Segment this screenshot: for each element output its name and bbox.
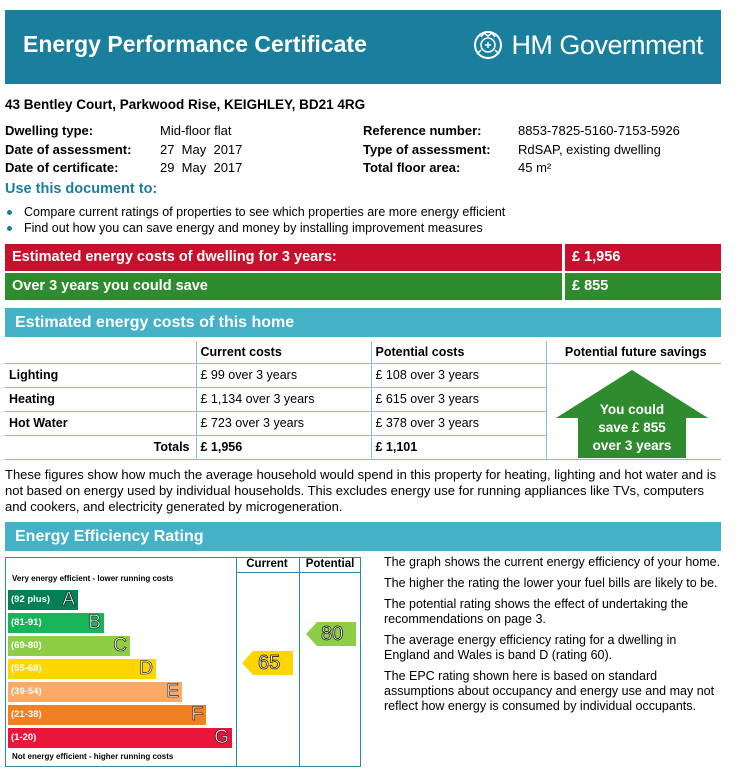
note-paragraph: The higher the rating the lower your fuel bills are likely to be. [384, 576, 718, 590]
band-range: (1-20) [11, 732, 37, 743]
note-paragraph: The potential rating shows the effect of undertaking the recommendations on page 3. [384, 597, 689, 626]
estimated-cost-value: £ 1,956 [565, 244, 721, 271]
rating-band-b [8, 613, 104, 633]
current-rating-value: 65 [258, 652, 281, 674]
date-certificate-label: Date of certificate: [5, 160, 119, 175]
note-paragraph: The EPC rating shown here is based on standard assumptions about occupancy and energy use and may not reflect how energy is consumed by individual occupants. [384, 669, 715, 713]
hm-government-text: HM Government [511, 29, 703, 60]
rating-band-f [8, 705, 206, 725]
divider [299, 557, 300, 767]
band-range: (55-68) [11, 663, 42, 674]
page-title: Energy Performance Certificate [23, 31, 367, 57]
royal-crest-icon [471, 28, 505, 62]
column-potential-heading: Potential [305, 558, 355, 570]
efficiency-notes [384, 555, 724, 720]
band-range: (81-91) [11, 617, 42, 628]
band-letter: A [62, 589, 75, 610]
savings-line-3: over 3 years [592, 438, 672, 453]
savings-bar [5, 273, 721, 300]
table-header-savings: Potential future savings [546, 341, 721, 363]
reference-label: Reference number: [363, 123, 482, 138]
floor-area-value: 45 m² [518, 160, 552, 175]
band-letter: B [88, 612, 101, 633]
date-assessment-value: 27 May 2017 [160, 142, 243, 157]
band-range: (69-80) [11, 640, 42, 651]
row-label: Heating [5, 387, 196, 411]
costs-section-heading: Estimated energy costs of this home [5, 308, 721, 337]
savings-line-1: You could [599, 402, 665, 417]
totals-label: Totals [5, 435, 196, 459]
table-header-current: Current costs [196, 341, 371, 363]
band-letter: E [166, 681, 179, 702]
reference-value: 8853-7825-5160-7153-5926 [518, 123, 680, 138]
band-letter: F [191, 704, 203, 725]
table-header-blank [5, 341, 196, 363]
rating-band-a [8, 590, 78, 610]
epc-header [5, 10, 721, 84]
costs-explanation: These figures show how much the average household would spend in this property for heating, lighting and hot water and is not based on energy used by individual households. This excludes energy use for running appliances like TVs, computers and cookers, and electricity generated by microgeneration. [5, 467, 717, 514]
savings-label: Over 3 years you could save [5, 273, 562, 300]
dwelling-type-label: Dwelling type: [5, 123, 94, 138]
scale-top-label: Very energy efficient - lower running costs [12, 574, 174, 583]
band-range: (92 plus) [11, 594, 51, 605]
note-paragraph: The graph shows the current energy efficiency of your home. [384, 555, 721, 569]
band-letter: D [139, 658, 153, 679]
row-current: £ 723 over 3 years [196, 411, 371, 435]
estimated-cost-bar [5, 244, 721, 271]
row-current: £ 99 over 3 years [196, 363, 371, 387]
band-letter: C [113, 635, 127, 656]
savings-value: £ 855 [565, 273, 721, 300]
type-assessment-value: RdSAP, existing dwelling [518, 142, 661, 157]
use-document-heading: Use this document to: [5, 181, 158, 197]
use-document-list [5, 204, 505, 236]
property-address: 43 Bentley Court, Parkwood Rise, KEIGHLEY, BD21 4RG [5, 97, 366, 112]
scale-bottom-label: Not energy efficient - higher running costs [12, 752, 174, 761]
dwelling-type-value: Mid-floor flat [160, 123, 232, 138]
note-paragraph: The average energy efficiency rating for a dwelling in England and Wales is band D (rating 60). [384, 633, 677, 662]
hm-government-logo [471, 28, 703, 62]
row-potential: £ 378 over 3 years [371, 411, 546, 435]
date-certificate-value: 29 May 2017 [160, 160, 243, 175]
divider [236, 572, 361, 573]
savings-line-2: save £ 855 [598, 420, 666, 435]
type-assessment-label: Type of assessment: [363, 142, 491, 157]
rating-band-e [8, 682, 182, 702]
savings-arrow-text [556, 401, 708, 455]
row-label: Lighting [5, 363, 196, 387]
date-assessment-label: Date of assessment: [5, 142, 132, 157]
band-letter: G [214, 727, 229, 748]
row-label: Hot Water [5, 411, 196, 435]
band-range: (21-38) [11, 709, 42, 720]
list-item: Find out how you can save energy and money by installing improvement measures [5, 220, 505, 236]
rating-band-c [8, 636, 130, 656]
column-current-heading: Current [246, 558, 288, 570]
table-header-potential: Potential costs [371, 341, 546, 363]
totals-current: £ 1,956 [196, 435, 371, 459]
estimated-cost-label: Estimated energy costs of dwelling for 3 years: [5, 244, 562, 271]
rating-band-g [8, 728, 232, 748]
list-item: Compare current ratings of properties to see which properties are more energy efficient [5, 204, 505, 220]
totals-potential: £ 1,101 [371, 435, 546, 459]
potential-rating-value: 80 [321, 623, 344, 645]
efficiency-section-heading: Energy Efficiency Rating [5, 522, 721, 551]
row-potential: £ 108 over 3 years [371, 363, 546, 387]
floor-area-label: Total floor area: [363, 160, 461, 175]
rating-band-d [8, 659, 156, 679]
row-potential: £ 615 over 3 years [371, 387, 546, 411]
band-range: (39-54) [11, 686, 42, 697]
row-current: £ 1,134 over 3 years [196, 387, 371, 411]
divider [236, 557, 237, 767]
